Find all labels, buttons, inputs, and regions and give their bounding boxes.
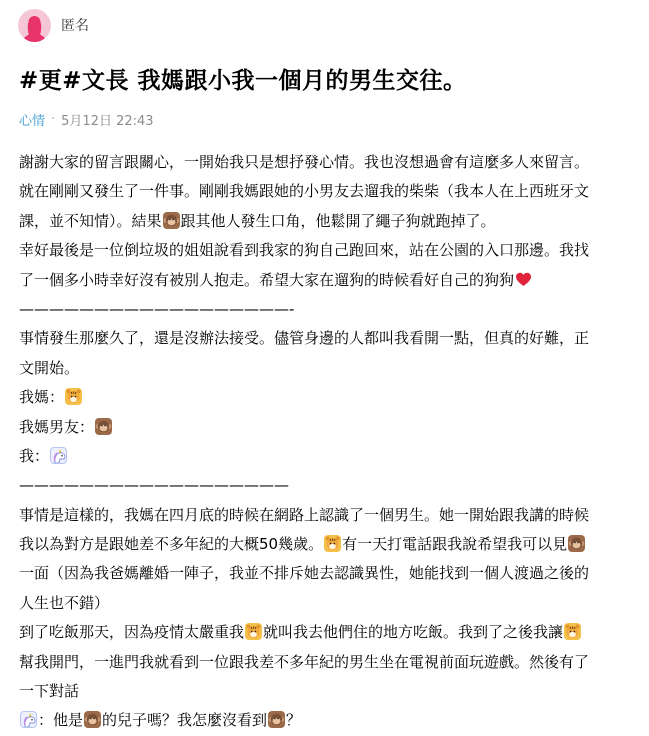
content-line <box>19 618 634 647</box>
content-line <box>19 530 634 559</box>
unicorn-icon <box>50 447 67 464</box>
monkey-icon <box>568 535 585 552</box>
board-link[interactable]: 心情 <box>19 114 46 129</box>
content-line <box>19 354 634 383</box>
content-text: —————————————————— <box>19 476 289 495</box>
avatar[interactable] <box>18 9 51 42</box>
content-text: 幸好最後是一位倒垃圾的姐姐說看到我家的狗自己跑回來，站在公園的入口那邊。我找 <box>19 241 590 260</box>
content-text: ——————————————————- <box>19 299 295 318</box>
tiger-icon <box>324 535 341 552</box>
content-text: 謝謝大家的留言跟關心，一開始我只是想抒發心情。我也沒想過會有這麼多人來留言。 <box>19 153 590 171</box>
content-text: 文開始。 <box>19 358 80 377</box>
content-line <box>19 295 634 324</box>
tiger-icon <box>564 623 581 640</box>
monkey-icon <box>163 212 180 229</box>
content-text: 我以為對方是跟她差不多年紀的大概50幾歲。 <box>19 535 324 554</box>
content-text: 幫我開門，一進門我就看到一位跟我差不多年紀的男生坐在電視前面玩遊戲。然後有了 <box>19 652 590 671</box>
unicorn-icon <box>20 711 37 728</box>
post-content <box>19 148 634 736</box>
content-text: 的兒子嗎？我怎麼沒看到 <box>102 711 268 730</box>
content-line <box>19 236 634 265</box>
content-text: 我： <box>19 446 50 465</box>
content-text: 人生也不錯） <box>19 593 110 612</box>
content-line <box>19 559 634 588</box>
content-line <box>19 413 634 442</box>
post-meta <box>19 110 154 129</box>
content-line <box>19 324 634 353</box>
heart-icon <box>515 271 532 288</box>
content-line <box>19 383 634 412</box>
content-text: 到了吃飯那天，因為疫情太嚴重我 <box>19 623 245 642</box>
content-text: 就在剛剛又發生了一件事。剛剛我媽跟她的小男友去遛我的柴柴（我本人在上西班牙文 <box>19 182 590 201</box>
content-text: 我媽： <box>19 388 65 407</box>
tiger-icon <box>245 623 262 640</box>
content-text: 課，並不知情）。結果 <box>19 211 162 230</box>
content-line <box>19 706 634 735</box>
content-text: ：他是 <box>38 711 84 730</box>
monkey-icon <box>268 711 285 728</box>
content-line <box>19 266 634 295</box>
content-text: 我媽男友： <box>19 417 95 436</box>
content-line <box>19 207 634 236</box>
content-text: 一面（因為我爸媽離婚一陣子，我並不排斥她去認識異性，她能找到一個人渡過之後的 <box>19 564 590 583</box>
content-text: 就叫我去他們住的地方吃飯。我到了之後我讓 <box>263 623 564 642</box>
post-title: #更#文長 我媽跟小我一個月的男生交往。 <box>19 68 467 94</box>
post-header <box>18 8 89 42</box>
content-text: 有一天打電話跟我說希望我可以見 <box>342 535 568 554</box>
author-name[interactable]: 匿名 <box>61 18 89 34</box>
post-datetime: 5月12日 22:43 <box>61 114 154 129</box>
content-line <box>19 177 634 206</box>
tiger-icon <box>65 388 82 405</box>
monkey-icon <box>95 418 112 435</box>
content-line <box>19 442 634 471</box>
content-text: 一下對話 <box>19 682 80 701</box>
content-line <box>19 589 634 618</box>
content-line <box>19 648 634 677</box>
content-line <box>19 148 634 177</box>
content-text: 跟其他人發生口角，他鬆開了繩子狗就跑掉了。 <box>180 211 496 230</box>
content-line <box>19 471 634 500</box>
content-text: 事情是這樣的，我媽在四月底的時候在網路上認識了一個男生。她一開始跟我講的時候 <box>19 505 590 524</box>
content-line <box>19 501 634 530</box>
content-text: 了一個多小時幸好沒有被別人抱走。希望大家在遛狗的時候看好自己的狗狗 <box>19 270 515 289</box>
monkey-icon <box>84 711 101 728</box>
meta-separator: · <box>51 112 56 127</box>
content-line <box>19 677 634 706</box>
content-text: 事情發生那麼久了，還是沒辦法接受。儘管身邊的人都叫我看開一點，但真的好難，正 <box>19 329 590 348</box>
content-text: ？ <box>286 711 302 730</box>
